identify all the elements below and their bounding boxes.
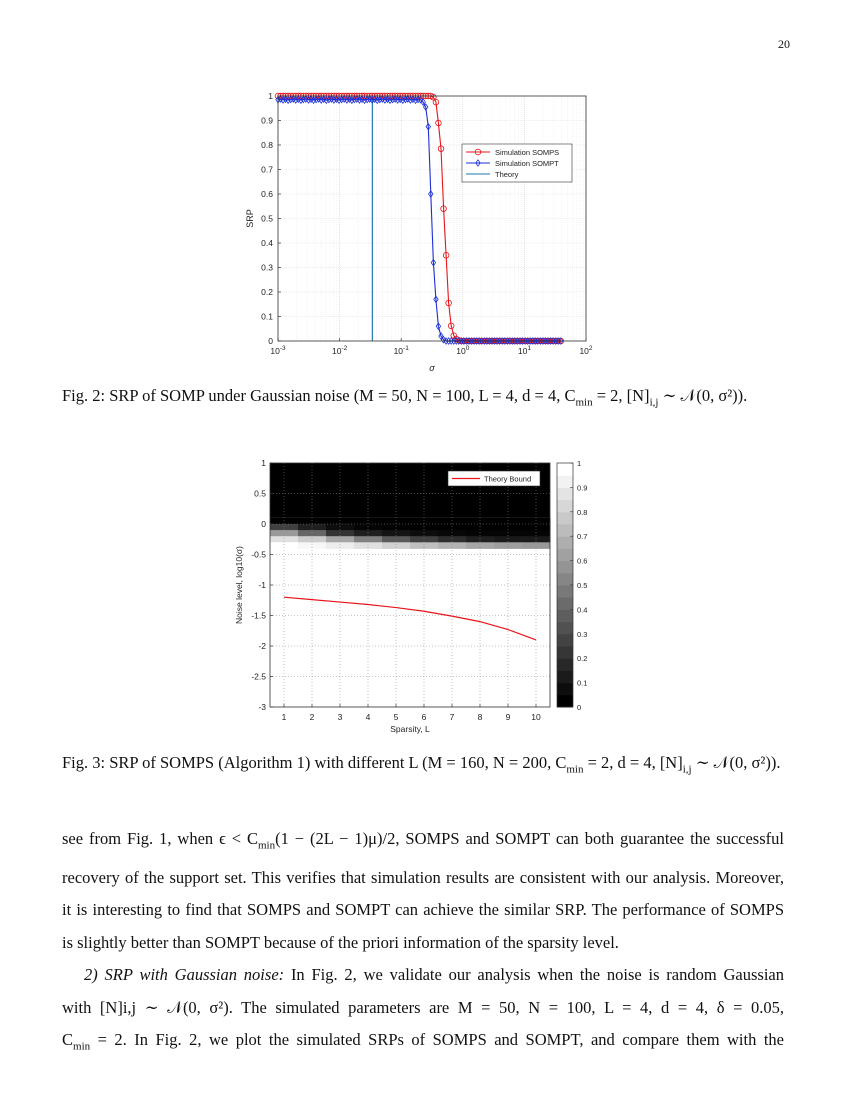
fig3-caption <box>62 752 784 780</box>
body-line-part: In Fig. 2, we validate our analysis when the noise is random Gaussian <box>284 965 784 985</box>
x-axis-label: σ <box>429 363 435 373</box>
colorbar-tick-label: 0.4 <box>577 605 588 615</box>
x-tick-label: 3 <box>337 712 343 722</box>
body-line: with [N]i,j ∼ 𝒩(0, σ²). The simulated parameters are M = 50, N = 100, L = 4, d = 4, δ = 0.05, <box>62 997 784 1017</box>
x-tick-label: $10^2$ <box>579 345 593 356</box>
y-tick-label: 0.8 <box>261 140 273 150</box>
y-tick-label: 1 <box>261 458 266 468</box>
x-tick-label: 6 <box>421 712 427 722</box>
page-number: 20 <box>778 37 790 51</box>
x-tick-label: 1 <box>281 712 287 722</box>
fig2-caption-text2: = 2, [N] <box>592 386 650 405</box>
body-line-part: see from Fig. 1, when ϵ < C <box>62 829 258 848</box>
fig3-chart <box>228 455 608 745</box>
colorbar-segment <box>557 670 573 683</box>
colorbar-segment <box>557 585 573 598</box>
x-tick-label: 8 <box>477 712 483 722</box>
colorbar-tick-label: 0 <box>577 703 582 712</box>
y-tick-label: 0.3 <box>261 262 273 273</box>
x-tick-label: 7 <box>449 712 455 722</box>
y-tick-label: 0.5 <box>254 488 266 499</box>
colorbar-segment <box>557 475 573 488</box>
y-axis-label: SRP <box>245 209 255 228</box>
y-tick-label: -3 <box>258 702 266 712</box>
colorbar-segment <box>557 597 573 610</box>
x-tick-label: $10^{-2}$ <box>331 345 348 356</box>
y-tick-label: 1 <box>268 91 273 101</box>
body-line <box>62 1024 784 1063</box>
fig2-caption-sub2: i,j <box>649 396 659 409</box>
colorbar-segment <box>557 573 573 586</box>
y-tick-label: 0.1 <box>261 311 273 322</box>
x-tick-label: $10^{-3}$ <box>270 345 286 356</box>
y-axis-label: Noise level, log10(σ) <box>234 545 244 625</box>
x-tick-label: 5 <box>393 712 399 722</box>
body-line: recovery of the support set. This verifies that simulation results are consistent with our analysis. Moreover, <box>62 867 784 887</box>
y-tick-label: 0.4 <box>261 238 273 248</box>
x-tick-label: 4 <box>365 712 371 722</box>
colorbar-tick-label: 0.7 <box>577 532 588 542</box>
y-tick-label: 0.9 <box>261 115 273 126</box>
colorbar-tick-label: 0.2 <box>577 654 588 664</box>
colorbar-segment <box>557 536 573 549</box>
x-tick-label: 2 <box>309 712 315 722</box>
section-title: 2) SRP with Gaussian noise: <box>84 965 285 985</box>
fig3-caption-text3: ∼ 𝒩(0, σ²)). <box>691 753 781 772</box>
colorbar-tick-label: 0.8 <box>577 507 588 517</box>
body-line: it is interesting to find that SOMPS and SOMPT can achieve the similar SRP. The performance of SOMPS <box>62 900 784 920</box>
x-tick-label: $10^1$ <box>517 345 531 356</box>
fig3-caption-text2: = 2, d = 4, [N] <box>583 753 683 772</box>
x-tick-label: 9 <box>505 712 511 722</box>
legend-label: Theory Bound <box>484 474 532 484</box>
x-tick-label: $10^0$ <box>456 345 470 356</box>
colorbar-tick-label: 0.1 <box>577 678 588 688</box>
fig2-caption-text: SRP of SOMP under Gaussian noise (M = 50, N = 100, L = 4, d = 4, C <box>109 386 576 405</box>
body-line-part: = 2. In Fig. 2, we plot the simulated SRPs of SOMPS and SOMPT, and compare them with the <box>90 1030 784 1050</box>
fig2-chart <box>238 82 618 382</box>
body-text <box>62 823 784 1063</box>
colorbar-segment <box>557 512 573 525</box>
body-line: is slightly better than SOMPT because of the priori information of the sparsity level. <box>62 932 619 952</box>
body-line-sub: min <box>257 839 276 852</box>
body-line <box>62 959 784 992</box>
body-line-part: C <box>62 1030 74 1050</box>
fig2-caption <box>62 385 784 413</box>
y-tick-label: 0 <box>261 519 266 529</box>
y-tick-label: 0.5 <box>261 213 273 224</box>
y-tick-label: 0.6 <box>261 189 273 199</box>
legend-label: Theory <box>495 170 519 179</box>
legend-label: Simulation SOMPT <box>495 159 559 168</box>
colorbar-tick-label: 0.3 <box>577 629 588 639</box>
colorbar-segment <box>557 524 573 537</box>
fig3-caption-label: Fig. 3: <box>62 753 106 772</box>
body-line-sub: min <box>73 1040 91 1053</box>
fig2-caption-text3: ∼ 𝒩(0, σ²)). <box>658 386 748 405</box>
fig3-caption-sub: min <box>566 763 584 776</box>
fig2-caption-label: Fig. 2: <box>62 386 106 405</box>
y-tick-label: 0 <box>268 336 273 346</box>
colorbar-segment <box>557 658 573 671</box>
colorbar-segment <box>557 634 573 647</box>
y-tick-label: 0.2 <box>261 287 273 297</box>
colorbar-segment <box>557 548 573 561</box>
y-tick-label: -0.5 <box>251 549 266 560</box>
colorbar-segment <box>557 683 573 696</box>
legend-label: Simulation SOMPS <box>495 148 560 157</box>
fig3-caption-sub2: i,j <box>682 763 692 776</box>
y-tick-label: -2.5 <box>251 671 266 682</box>
colorbar-tick-label: 0.9 <box>577 483 588 493</box>
fig3-caption-text: SRP of SOMPS (Algorithm 1) with different L (M = 160, N = 200, C <box>109 753 567 772</box>
x-tick-label: $10^{-1}$ <box>393 345 409 356</box>
y-tick-label: -1.5 <box>251 610 266 621</box>
colorbar-segment <box>557 463 573 476</box>
body-line-part: (1 − (2L − 1)μ)/2, SOMPS and SOMPT can both guarantee the successful <box>275 829 784 848</box>
x-axis-label: Sparsity, L <box>390 724 430 734</box>
colorbar-segment <box>557 561 573 574</box>
colorbar-segment <box>557 500 573 513</box>
colorbar-segment <box>557 487 573 500</box>
x-tick-label: 10 <box>531 712 541 722</box>
body-line <box>62 823 784 862</box>
fig2-caption-sub: min <box>575 396 593 409</box>
colorbar-segment <box>557 646 573 659</box>
colorbar-tick-label: 1 <box>577 459 582 468</box>
colorbar-segment <box>557 609 573 622</box>
y-tick-label: -1 <box>258 580 266 590</box>
colorbar-tick-label: 0.5 <box>577 581 588 590</box>
colorbar-segment <box>557 622 573 635</box>
colorbar-segment <box>557 695 573 708</box>
y-tick-label: -2 <box>258 641 266 651</box>
y-tick-label: 0.7 <box>261 164 273 175</box>
colorbar-tick-label: 0.6 <box>577 556 588 566</box>
